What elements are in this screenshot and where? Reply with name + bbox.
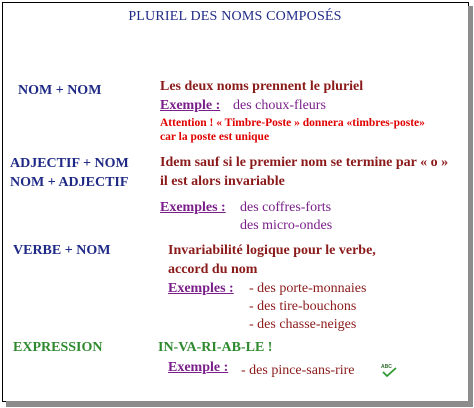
page-title: PLURIEL DES NOMS COMPOSÉS (128, 9, 342, 24)
svg-text:ABC: ABC (381, 364, 392, 370)
nom-nom-note-line1: Attention ! « Timbre-Poste » donnera «timbres-poste» (160, 117, 425, 129)
adj-rule-line2: il est alors invariable (160, 174, 285, 189)
frame-shadow-right (468, 6, 473, 404)
nom-nom-rule: Les deux noms prennent le pluriel (160, 79, 364, 94)
nom-nom-example: des choux-fleurs (233, 98, 326, 113)
verbe-example-1: - des porte-monnaies (249, 281, 367, 296)
verbe-example-2: - des tire-bouchons (249, 299, 357, 314)
adj-rule-line1: Idem sauf si le premier nom se termine par « o » (160, 155, 449, 170)
verbe-rule-line1: Invariabilité logique pour le verbe, (168, 243, 376, 258)
expression-example: - des pince-sans-rire (241, 363, 355, 378)
adj-example-label: Exemples : (160, 200, 226, 215)
nom-nom-label: NOM + NOM (18, 83, 102, 98)
nom-nom-example-label: Exemple : (160, 98, 221, 113)
verbe-rule-line2: accord du nom (168, 262, 258, 277)
verbe-nom-label: VERBE + NOM (13, 243, 111, 258)
adjectif-nom-label: ADJECTIF + NOM (10, 156, 129, 171)
frame-shadow-bottom (6, 401, 473, 407)
adj-example-1: des coffres-forts (240, 200, 332, 215)
spellcheck-icon (381, 363, 397, 377)
expression-rule: IN-VA-RI-AB-LE ! (158, 340, 273, 355)
verbe-example-3: - des chasse-neiges (249, 317, 357, 332)
expression-label: EXPRESSION (13, 340, 103, 355)
nom-nom-note-line2: car la poste est unique (160, 131, 270, 143)
verbe-example-label: Exemples : (168, 281, 234, 296)
adj-example-2: des micro-ondes (240, 218, 333, 233)
expression-example-label: Exemple : (168, 360, 229, 375)
nom-adjectif-label: NOM + ADJECTIF (10, 175, 129, 190)
